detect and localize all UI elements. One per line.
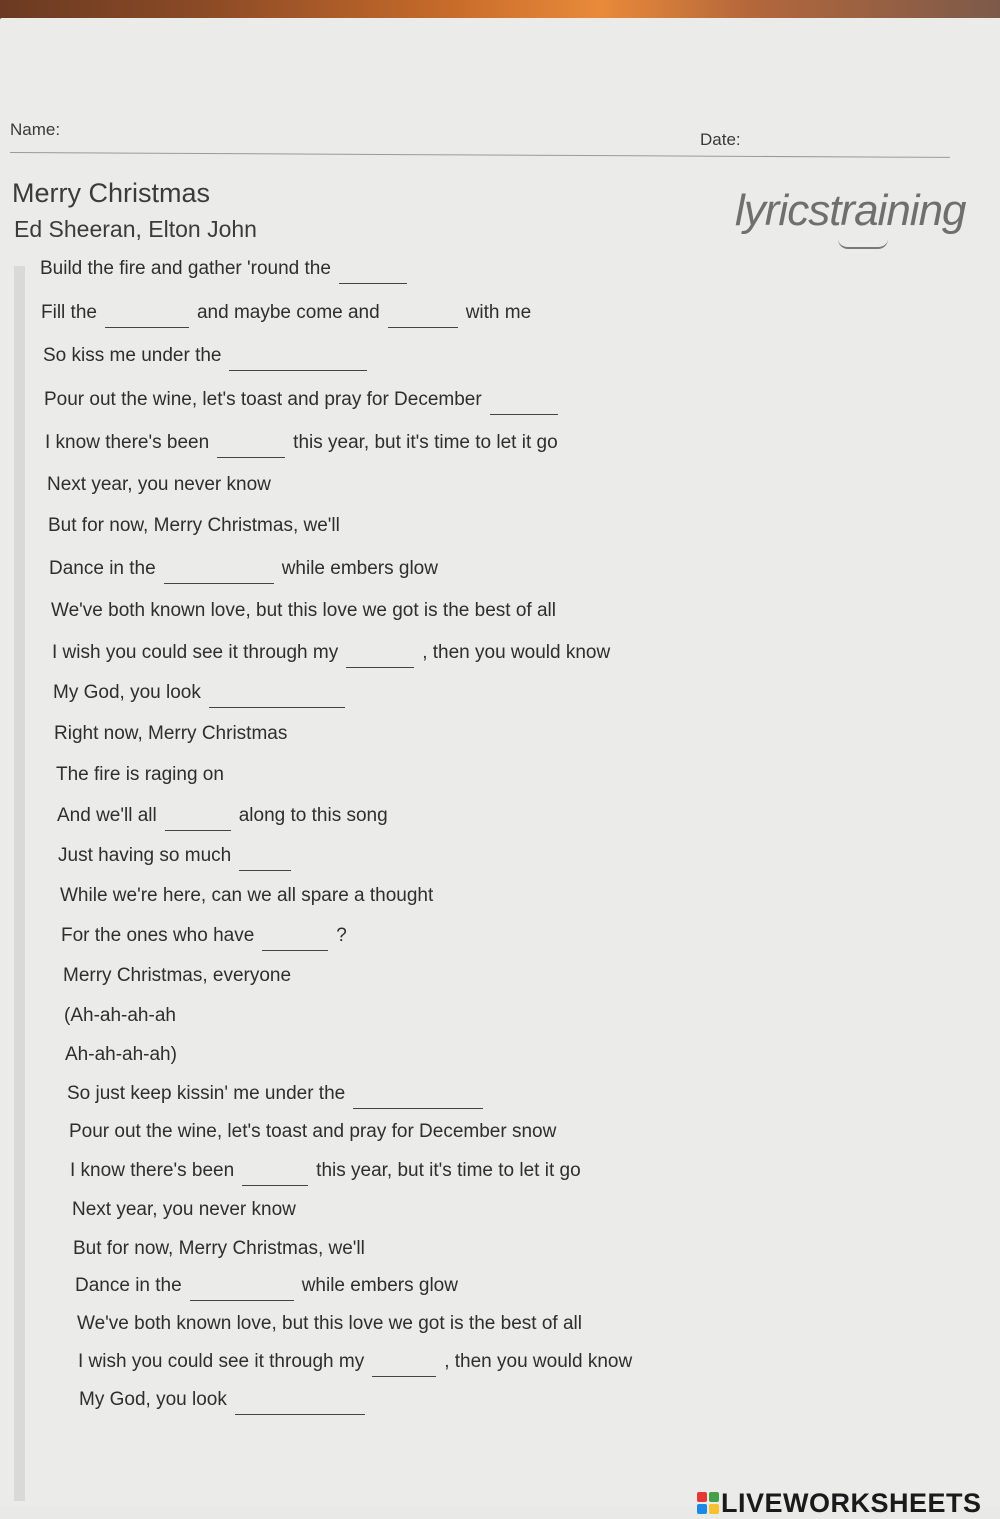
lyric-text: this year, but it's time to let it go: [293, 432, 558, 453]
lyric-text: Pour out the wine, let's toast and pray for December snow: [69, 1121, 557, 1142]
lyric-line-5: [45, 432, 558, 458]
lyric-text: For the ones who have: [61, 925, 255, 946]
lyric-text: Next year, you never know: [72, 1199, 296, 1220]
lyric-text: So kiss me under the: [43, 345, 222, 366]
lyric-line-13: [56, 764, 224, 786]
blank-field[interactable]: [239, 869, 291, 871]
lyric-line-16: [60, 885, 433, 907]
blank-field[interactable]: [372, 1375, 436, 1377]
blank-field[interactable]: [165, 829, 231, 831]
lyric-line-17: [61, 925, 347, 951]
lyric-line-15: [58, 845, 299, 871]
lyric-text: And we'll all: [57, 805, 157, 826]
song-artist: Ed Sheeran, Elton John: [14, 216, 257, 242]
lyric-text: this year, but it's time to let it go: [316, 1160, 581, 1181]
lyric-text: I know there's been: [70, 1160, 235, 1181]
lyric-line-29: [79, 1389, 373, 1415]
lyric-line-10: [52, 642, 610, 668]
lyric-text: Build the fire and gather 'round the: [40, 258, 331, 279]
lyric-line-26: [75, 1275, 458, 1301]
blank-field[interactable]: [339, 282, 407, 284]
lyric-text: (Ah-ah-ah-ah: [64, 1005, 176, 1026]
lyric-text: Ah-ah-ah-ah): [65, 1044, 177, 1065]
lyric-text: while embers glow: [301, 1275, 458, 1296]
worksheet-page: [0, 18, 1000, 1518]
lyric-text: My God, you look: [79, 1389, 227, 1410]
blank-field[interactable]: [217, 456, 285, 458]
logo-square-red: [697, 1492, 707, 1502]
lyric-line-1: [40, 258, 415, 284]
blank-field[interactable]: [190, 1299, 294, 1301]
lyric-text: Merry Christmas, everyone: [63, 965, 292, 986]
blank-field[interactable]: [164, 582, 274, 584]
lyric-text: Dance in the: [49, 558, 156, 579]
lyric-line-4: [44, 389, 566, 415]
blank-field[interactable]: [235, 1413, 365, 1415]
lyric-text: Right now, Merry Christmas: [54, 723, 288, 744]
lyric-line-12: [54, 723, 287, 745]
lyric-line-27: [77, 1313, 582, 1335]
lyric-line-6: [47, 474, 271, 496]
lyric-text: , then you would know: [422, 642, 611, 663]
lyric-line-28: [78, 1351, 632, 1377]
lyric-text: So just keep kissin' me under the: [67, 1083, 346, 1104]
header-divider: [10, 152, 950, 158]
blank-field[interactable]: [242, 1184, 308, 1186]
lyric-line-22: [69, 1121, 556, 1143]
lyric-line-23: [70, 1160, 581, 1186]
lyric-text: Next year, you never know: [47, 474, 271, 495]
lyric-text: with me: [465, 302, 532, 323]
blank-field[interactable]: [346, 666, 414, 668]
blank-field[interactable]: [105, 326, 189, 328]
blank-field[interactable]: [229, 369, 367, 371]
lyric-line-19: [64, 1005, 176, 1027]
lyric-line-7: [48, 515, 340, 537]
lyric-text: We've both known love, but this love we got is the best of all: [77, 1313, 582, 1334]
lyric-text: I wish you could see it through my: [78, 1351, 365, 1372]
date-label: Date:: [700, 130, 741, 149]
lyric-text: ?: [336, 925, 347, 946]
lyric-text: Dance in the: [75, 1275, 182, 1296]
lyric-line-8: [49, 558, 438, 584]
watermark-text: LIVEWORKSHEETS: [721, 1488, 982, 1518]
lyric-text: Fill the: [41, 302, 97, 323]
song-title: Merry Christmas: [12, 178, 211, 208]
lyric-line-11: [53, 682, 353, 708]
lyrics-side-bar: [14, 266, 25, 1501]
lyric-text: along to this song: [238, 805, 388, 826]
lyric-line-14: [57, 805, 388, 831]
lyric-line-2: [41, 302, 531, 328]
lyric-line-21: [67, 1083, 491, 1109]
lyric-text: But for now, Merry Christmas, we'll: [73, 1238, 365, 1259]
lyric-line-3: [43, 345, 375, 371]
brand-logo: lyricstraining: [735, 186, 966, 235]
lyric-text: Just having so much: [58, 845, 232, 866]
lyric-text: , then you would know: [444, 1351, 633, 1372]
lyric-text: While we're here, can we all spare a thought: [60, 885, 434, 906]
lyric-text: I know there's been: [45, 432, 210, 453]
lyric-line-18: [63, 965, 291, 987]
liveworksheets-watermark: [697, 1488, 982, 1518]
lyric-text: The fire is raging on: [56, 764, 224, 785]
lyric-line-20: [65, 1044, 177, 1066]
blank-field[interactable]: [490, 413, 558, 415]
lyric-line-9: [51, 600, 556, 622]
lyric-text: Pour out the wine, let's toast and pray for December: [44, 389, 482, 410]
lyric-text: My God, you look: [53, 682, 201, 703]
lyric-text: and maybe come and: [196, 302, 380, 323]
lyric-text: But for now, Merry Christmas, we'll: [48, 515, 340, 536]
brand-logo-swoosh: [838, 239, 888, 249]
name-label: Name:: [10, 120, 61, 139]
blank-field[interactable]: [388, 326, 458, 328]
logo-square-green: [709, 1492, 719, 1502]
blank-field[interactable]: [209, 706, 345, 708]
blank-field[interactable]: [353, 1107, 483, 1109]
header-row: [10, 118, 950, 158]
lyric-line-25: [73, 1238, 365, 1260]
lyric-text: We've both known love, but this love we got is the best of all: [51, 600, 556, 621]
lyric-text: I wish you could see it through my: [52, 642, 339, 663]
lyric-line-24: [72, 1199, 296, 1221]
blank-field[interactable]: [262, 949, 328, 951]
lyric-text: while embers glow: [281, 558, 438, 579]
liveworksheets-logo-icon: [697, 1492, 719, 1514]
